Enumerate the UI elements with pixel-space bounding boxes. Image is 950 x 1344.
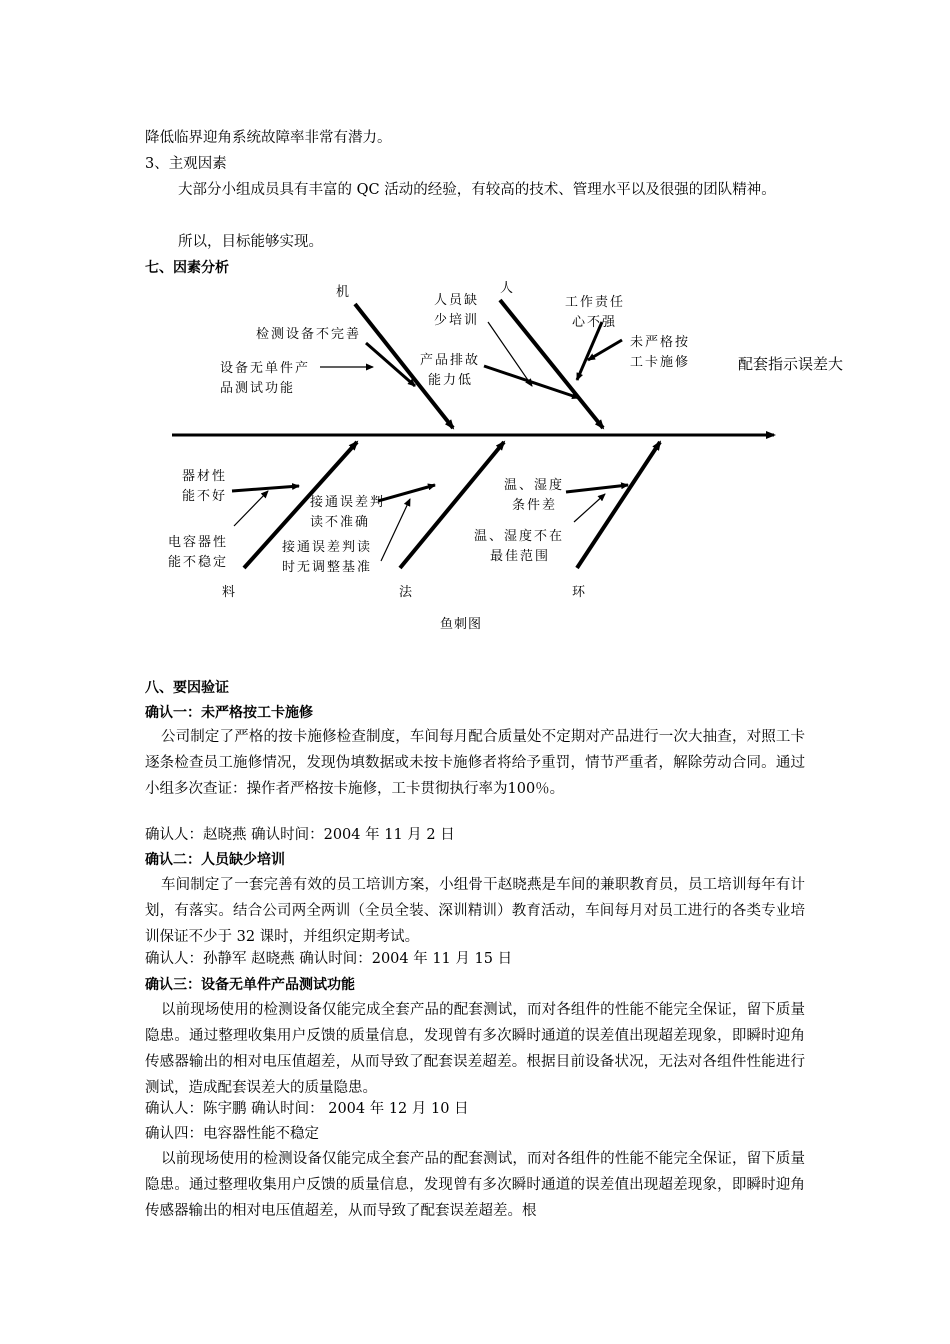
- para-team: 大部分小组成员具有丰富的 QC 活动的经验，有较高的技术、管理水平以及很强的团队精神。: [178, 182, 776, 198]
- arrow-ren-3: [577, 322, 602, 380]
- confirm-2-title: 确认二：人员缺少培训: [145, 852, 285, 868]
- category-fa: 法: [399, 585, 415, 600]
- bone-fa: [400, 442, 504, 568]
- confirm-2-signoff: 确认人：孙静军 赵晓燕 确认时间：2004 年 11 月 15 日: [145, 951, 513, 967]
- cause-liao-1a: 器材性: [182, 469, 228, 484]
- section-7-heading: 七、因素分析: [145, 260, 229, 276]
- cause-fa-1b: 读不准确: [310, 515, 371, 530]
- cause-liao-1b: 能不好: [182, 489, 228, 504]
- arrow-liao-1: [232, 486, 299, 491]
- confirm-3-body: 以前现场使用的检测设备仅能完成全套产品的配套测试，而对各组件的性能不能完全保证，留下质量隐患。通过整理收集用户反馈的质量信息，发现曾有多次瞬时通道的误差值出现超差现象，即瞬时迎角传感器输出的相对电压值超差，从而导致了配套误差超差。根据目前设备状况，无法对各组件性能进行测试，造成配套误差大的质量隐患。: [145, 1002, 805, 1096]
- subheading-subjective: 3、主观因素: [145, 156, 227, 172]
- arrow-liao-2: [234, 491, 268, 526]
- cause-ren-1b: 少培训: [434, 313, 480, 328]
- cause-huan-1a: 温、湿度: [504, 478, 565, 493]
- cause-huan-1b: 条件差: [512, 498, 558, 513]
- cause-ji-1: 检测设备不完善: [256, 327, 362, 342]
- cause-ji-2a: 设备无单件产: [220, 361, 311, 376]
- confirm-1-title: 确认一：未严格按工卡施修: [145, 705, 313, 721]
- cause-ren-4b: 工卡施修: [630, 355, 691, 370]
- para-continuation: 降低临界迎角系统故障率非常有潜力。: [145, 130, 392, 146]
- cause-ji-2b: 品测试功能: [220, 381, 296, 396]
- cause-ren-4a: 未严格按: [630, 335, 691, 350]
- section-8-heading: 八、要因验证: [145, 680, 229, 696]
- arrow-huan-2: [574, 494, 605, 522]
- category-liao: 料: [222, 585, 238, 600]
- cause-ren-2b: 能力低: [428, 373, 474, 388]
- arrow-huan-1: [566, 485, 628, 492]
- bone-huan: [577, 442, 660, 568]
- cause-fa-2b: 时无调整基准: [282, 560, 373, 575]
- cause-fa-1a: 接通误差判: [310, 495, 386, 510]
- confirm-3-signoff: 确认人：陈宇鹏 确认时间： 2004 年 12 月 10 日: [145, 1101, 469, 1117]
- cause-fa-2a: 接通误差判读: [282, 540, 373, 555]
- para-conclusion: 所以，目标能够实现。: [178, 234, 323, 250]
- confirm-4-title: 确认四：电容器性能不稳定: [145, 1126, 319, 1142]
- arrow-fa-2: [381, 499, 410, 561]
- cause-liao-2a: 电容器性: [168, 535, 229, 550]
- figure-caption: 鱼刺图: [440, 617, 483, 632]
- confirm-2-body: 车间制定了一套完善有效的员工培训方案，小组骨干赵晓燕是车间的兼职教育员，员工培训每年有计划，有落实。结合公司两全两训（全员全装、深训精训）教育活动，车间每月对员工进行的各类专业培训保证不少于 32 课时，并组织定期考试。: [145, 877, 805, 945]
- cause-ren-1a: 人员缺: [434, 293, 480, 308]
- confirm-4-body: 以前现场使用的检测设备仅能完成全套产品的配套测试，而对各组件的性能不能完全保证，留下质量隐患。通过整理收集用户反馈的质量信息，发现曾有多次瞬时通道的误差值出现超差现象，即瞬时迎角传感器输出的相对电压值超差，从而导致了配套误差超差。根: [145, 1151, 805, 1219]
- confirm-1-body: 公司制定了严格的按卡施修检查制度，车间每月配合质量处不定期对产品进行一次大抽查，对照工卡逐条检查员工施修情况，发现伪填数据或未按卡施修者将给予重罚，情节严重者，解除劳动合同。通过小组多次查证：操作者严格按卡施修，工卡贯彻执行率为100％。: [145, 729, 805, 797]
- category-huan: 环: [572, 585, 588, 600]
- cause-ren-2a: 产品排故: [420, 353, 481, 368]
- confirm-1-signoff: 确认人：赵晓燕 确认时间：2004 年 11 月 2 日: [145, 827, 455, 843]
- cause-ren-3b: 心不强: [572, 315, 618, 330]
- fishbone-diagram: [0, 0, 950, 660]
- cause-ren-3a: 工作责任: [565, 295, 626, 310]
- cause-huan-2b: 最佳范围: [490, 549, 551, 564]
- category-ji: 机: [336, 285, 352, 300]
- arrow-fa-1: [378, 485, 435, 501]
- category-ren: 人: [500, 281, 516, 296]
- cause-liao-2b: 能不稳定: [168, 555, 229, 570]
- cause-huan-2a: 温、湿度不在: [474, 529, 565, 544]
- confirm-3-title: 确认三：设备无单件产品测试功能: [145, 977, 355, 993]
- effect-label: 配套指示误差大: [738, 355, 844, 373]
